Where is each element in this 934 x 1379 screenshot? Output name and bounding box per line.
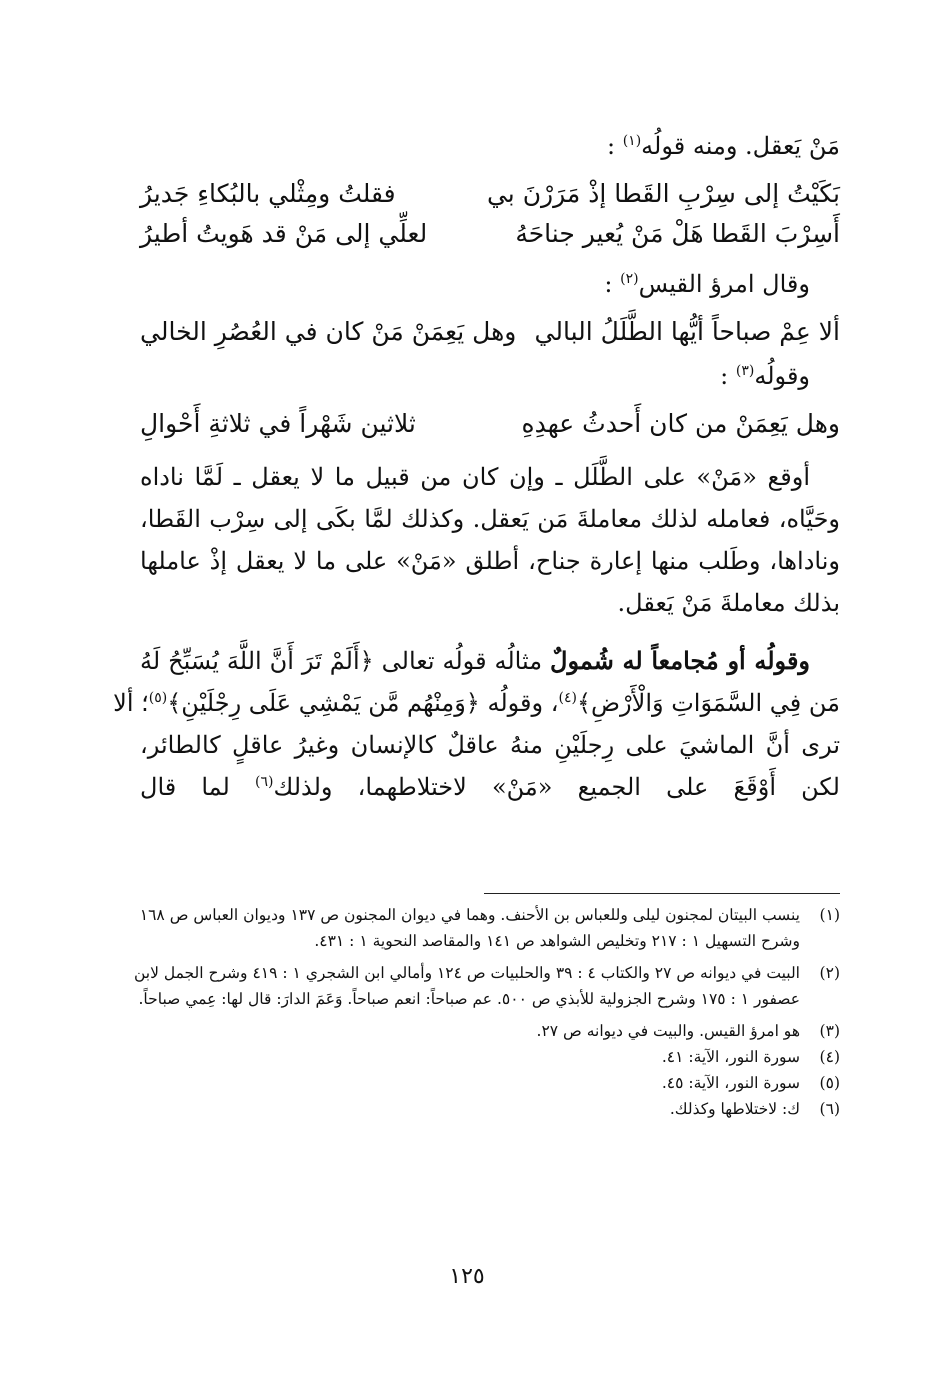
paragraph-line: وناداها، وطَلب منها إعارة جناح، أطلق «مَنْ» على ما لا يعقل إذْ عاملها <box>140 547 840 575</box>
footnote-ref[interactable]: (٣) <box>735 363 755 379</box>
verse-first-hemistich: أَسِرْبَ القَطا هَلْ مَنْ يُعير جناحَهُ <box>515 219 840 248</box>
verse-second-hemistich: ثلاثين شَهْراً في ثلاثةِ أَحْوالِ <box>140 409 416 438</box>
verse-line <box>140 214 840 254</box>
footnote-item <box>120 902 840 954</box>
footnote-item <box>120 1044 840 1070</box>
footnote-text: سورة النور، الآية: ٤١. <box>661 1048 800 1066</box>
poem-verses-1 <box>140 174 840 254</box>
verse-first-hemistich: بَكَيْتُ إلى سِرْبِ القَطا إذْ مَرَرْنَ بي <box>486 179 840 208</box>
intro-line-3 <box>140 358 840 394</box>
poem-verse-2 <box>140 312 840 352</box>
verse-second-hemistich: لعلِّي إلى مَنْ قد هَويتُ أطيرُ <box>140 219 428 248</box>
footnote-ref[interactable]: (٦) <box>255 774 274 790</box>
footnote-divider <box>484 893 840 894</box>
intro-colon: : <box>604 270 613 298</box>
footnote-item <box>120 1018 840 1044</box>
verse-first-hemistich: ألا عِمْ صباحاً أيُّها الطَّلَلُ البالي <box>534 317 840 346</box>
footnote-text: ك: لاختلاطها وكذلك. <box>669 1100 800 1118</box>
footnote-text: هو امرؤ القيس. والبيت في ديوانه ص ٢٧. <box>536 1022 800 1040</box>
paragraph-line: أوقع «مَنْ» على الطَّلَل ـ وإن كان من قبيل ما لا يعقل ـ لَمَّا ناداه <box>140 463 810 491</box>
intro-text: مَنْ يَعقل. ومنه قولُه <box>641 132 840 160</box>
footnote-text: البيت في ديوانه ص ٢٧ والكتاب ٤ : ٣٩ والحلبيات ص ١٢٤ وأمالي ابن الشجري ١ : ٤١٩ وشرح الجمل لابن عصفور ١ : ١٧٥ وشرح الجزولية للأبذي ص ٥٠٠. عم صباحاً: انعم صباحاً. وَعَمَ الدارَ: قال لها: عِمي صباحاً. <box>133 964 800 1008</box>
footnote-text: سورة النور، الآية: ٤٥. <box>661 1074 800 1092</box>
paragraph-line: ترى أنَّ الماشيَ على رِجلَيْنِ منهُ عاقلٌ كالإنسان وغيرُ عاقلٍ كالطائر، <box>140 731 840 759</box>
footnote-number: (٥) <box>819 1074 840 1092</box>
intro-text: وقولُه <box>754 362 810 390</box>
verse-first-hemistich: وهل يَعِمَنْ من كان أَحدثُ عهدِهِ <box>521 409 840 438</box>
intro-line-1 <box>140 128 840 164</box>
paragraph-text: ؛ ألا <box>113 689 149 717</box>
footnote-number: (٢) <box>819 964 840 982</box>
footnote-number: (٣) <box>819 1022 840 1040</box>
intro-colon: : <box>606 132 616 160</box>
footnote-item <box>120 1096 840 1122</box>
footnote-number: (١) <box>819 906 840 924</box>
paragraph-line: بذلك معاملةَ مَنْ يَعقل. <box>617 589 840 617</box>
verse-line <box>140 404 840 444</box>
paragraph-text: لما قال <box>140 773 255 801</box>
verse-line <box>140 312 840 352</box>
paragraph-line <box>113 682 840 724</box>
poem-verse-3 <box>140 404 840 444</box>
quran-quote: مثالُه قولُه تعالى ﴿أَلَمْ تَرَ أَنَّ اللَّهَ يُسَبِّحُ لَهُ <box>140 647 551 675</box>
footnotes <box>120 902 840 1122</box>
intro-line-2 <box>140 266 840 302</box>
footnote-text: ينسب البيتان لمجنون ليلى وللعباس بن الأحنف. وهما في ديوان المجنون ص ١٣٧ وديوان العباس ص ١٦٨ وشرح التسهيل ١ : ٢١٧ وتخليص الشواهد ص ١٤١ والمقاصد النحوية ١ : ٤٣١. <box>139 906 800 950</box>
footnote-ref[interactable]: (٤) <box>558 690 577 706</box>
page-body <box>113 120 841 808</box>
commentary-paragraph-2 <box>113 640 840 808</box>
footnote-ref[interactable]: (٢) <box>620 271 639 287</box>
commentary-paragraph-1 <box>140 456 840 624</box>
footnote-number: (٦) <box>819 1100 840 1118</box>
paragraph-line: وحَيَّاه، فعامله لذلك معاملةَ مَن يَعقل. وكذلك لمَّا بكَى إلى سِرْب القَطا، <box>140 505 841 533</box>
footnote-item <box>120 1070 840 1096</box>
quran-quote: مَن فِي السَّمَوَاتِ وَالْأَرْضِ﴾ <box>576 689 840 717</box>
footnote-number: (٤) <box>819 1048 840 1066</box>
quran-quote: ، وقولُه ﴿وَمِنْهُم مَّن يَمْشِي عَلَى رِجْلَيْنِ﴾ <box>167 689 559 717</box>
verse-second-hemistich: فقلتُ ومِثْلي بالبُكاءِ جَديرُ <box>140 179 396 208</box>
page-number: ١٢٥ <box>449 1264 485 1289</box>
verse-second-hemistich: وهل يَعِمَنْ مَنْ كان في العُصُرِ الخالي <box>140 317 517 346</box>
verse-line <box>140 174 840 214</box>
intro-colon: : <box>720 362 729 390</box>
paragraph-line <box>140 640 840 682</box>
footnote-ref[interactable]: (٥) <box>148 690 168 706</box>
footnote-item <box>120 960 840 1012</box>
intro-text: وقال امرؤ القيس <box>638 270 810 298</box>
footnote-ref[interactable]: (١) <box>622 133 642 149</box>
quoted-rule-text: وقولُه أو مُجامعاً له شُمولٌ <box>550 646 811 675</box>
paragraph-text: لكن أَوْقَعَ على الجميع «مَنْ» لاختلاطهما، ولذلك <box>273 773 840 801</box>
paragraph-line <box>140 766 840 808</box>
